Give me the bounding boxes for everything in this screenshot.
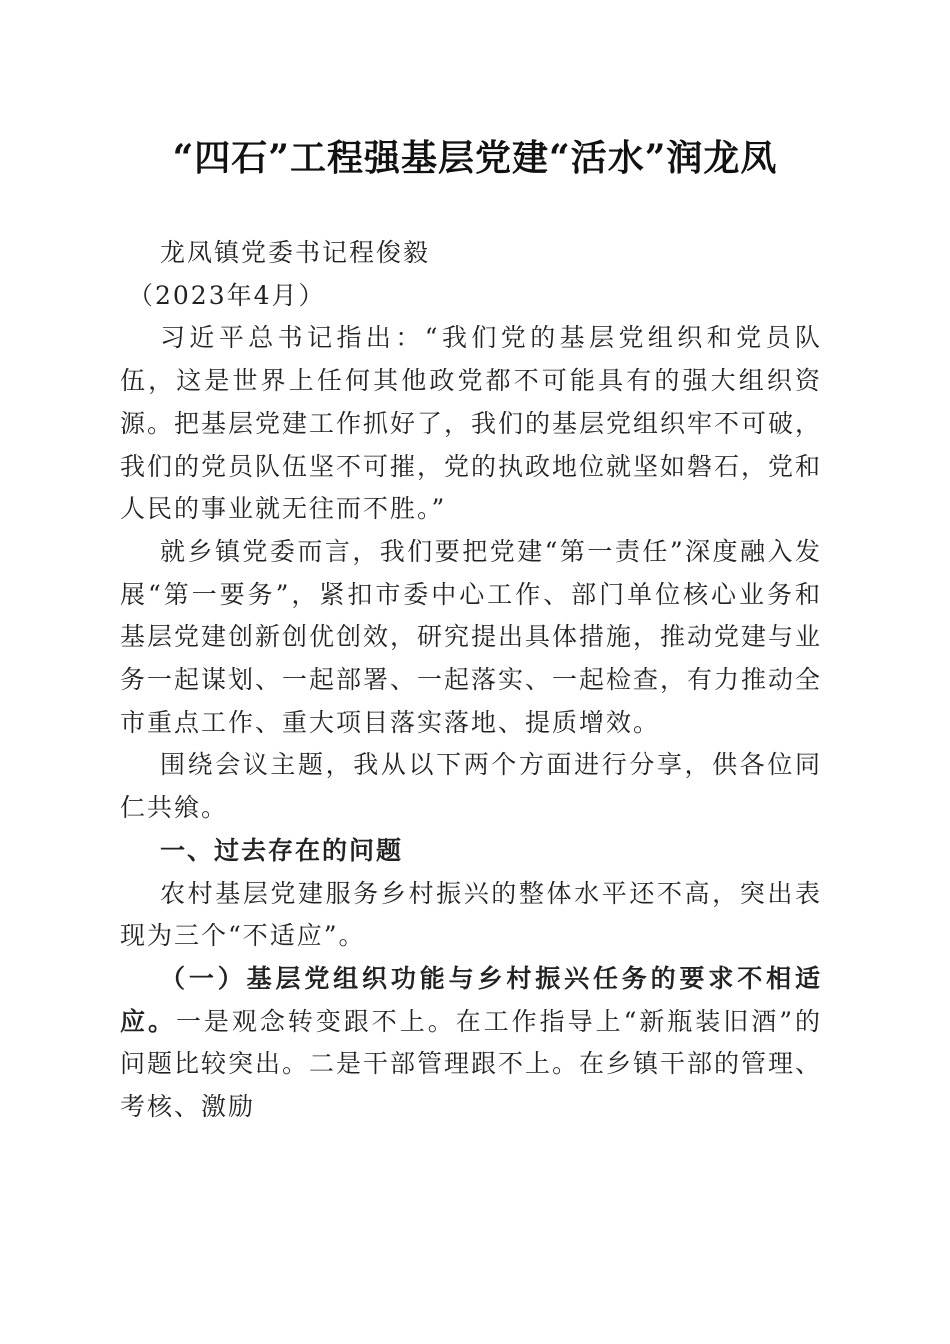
author-line: 龙凤镇党委书记程俊毅: [160, 238, 431, 267]
paragraph-subsection-one: [120, 958, 822, 1129]
date-line: （2023年4月）: [128, 280, 326, 310]
subsection-lead: （一）基层党组织功能与乡村振兴任务的要求不相适应。: [120, 963, 822, 1036]
paragraph-problems: 农村基层党建服务乡村振兴的整体水平还不高，突出表现为三个“不适应”。: [120, 878, 822, 951]
document-title: “四石”工程强基层党建“活水”润龙凤: [172, 137, 778, 179]
paragraph-responsibility: 就乡镇党委而言，我们要把党建“第一责任”深度融入发展“第一要务”，紧扣市委中心工作、部门单位核心业务和基层党建创新创优创效，研究提出具体措施，推动党建与业务一起谋划、一起部署、一起落实、一起检查，有力推动全市重点工作、重大项目落实落地、提质增效。: [120, 536, 823, 737]
document-body: [120, 232, 822, 1129]
paragraph-topic: 围绕会议主题，我从以下两个方面进行分享，供各位同仁共飨。: [120, 750, 822, 823]
section-heading: 一、过去存在的问题: [160, 835, 404, 865]
subsection-text: 一是观念转变跟不上。在工作指导上“新瓶装旧酒”的问题比较突出。二是干部管理跟不上。在乡镇干部的管理、考核、激励: [120, 1006, 823, 1122]
paragraph-quote: 习近平总书记指出：“我们党的基层党组织和党员队伍，这是世界上任何其他政党都不可能具有的强大组织资源。把基层党建工作抓好了，我们的基层党组织牢不可破，我们的党员队伍坚不可摧，党的执政地位就坚如磐石，党和人民的事业就无往而不胜。”: [120, 323, 823, 524]
